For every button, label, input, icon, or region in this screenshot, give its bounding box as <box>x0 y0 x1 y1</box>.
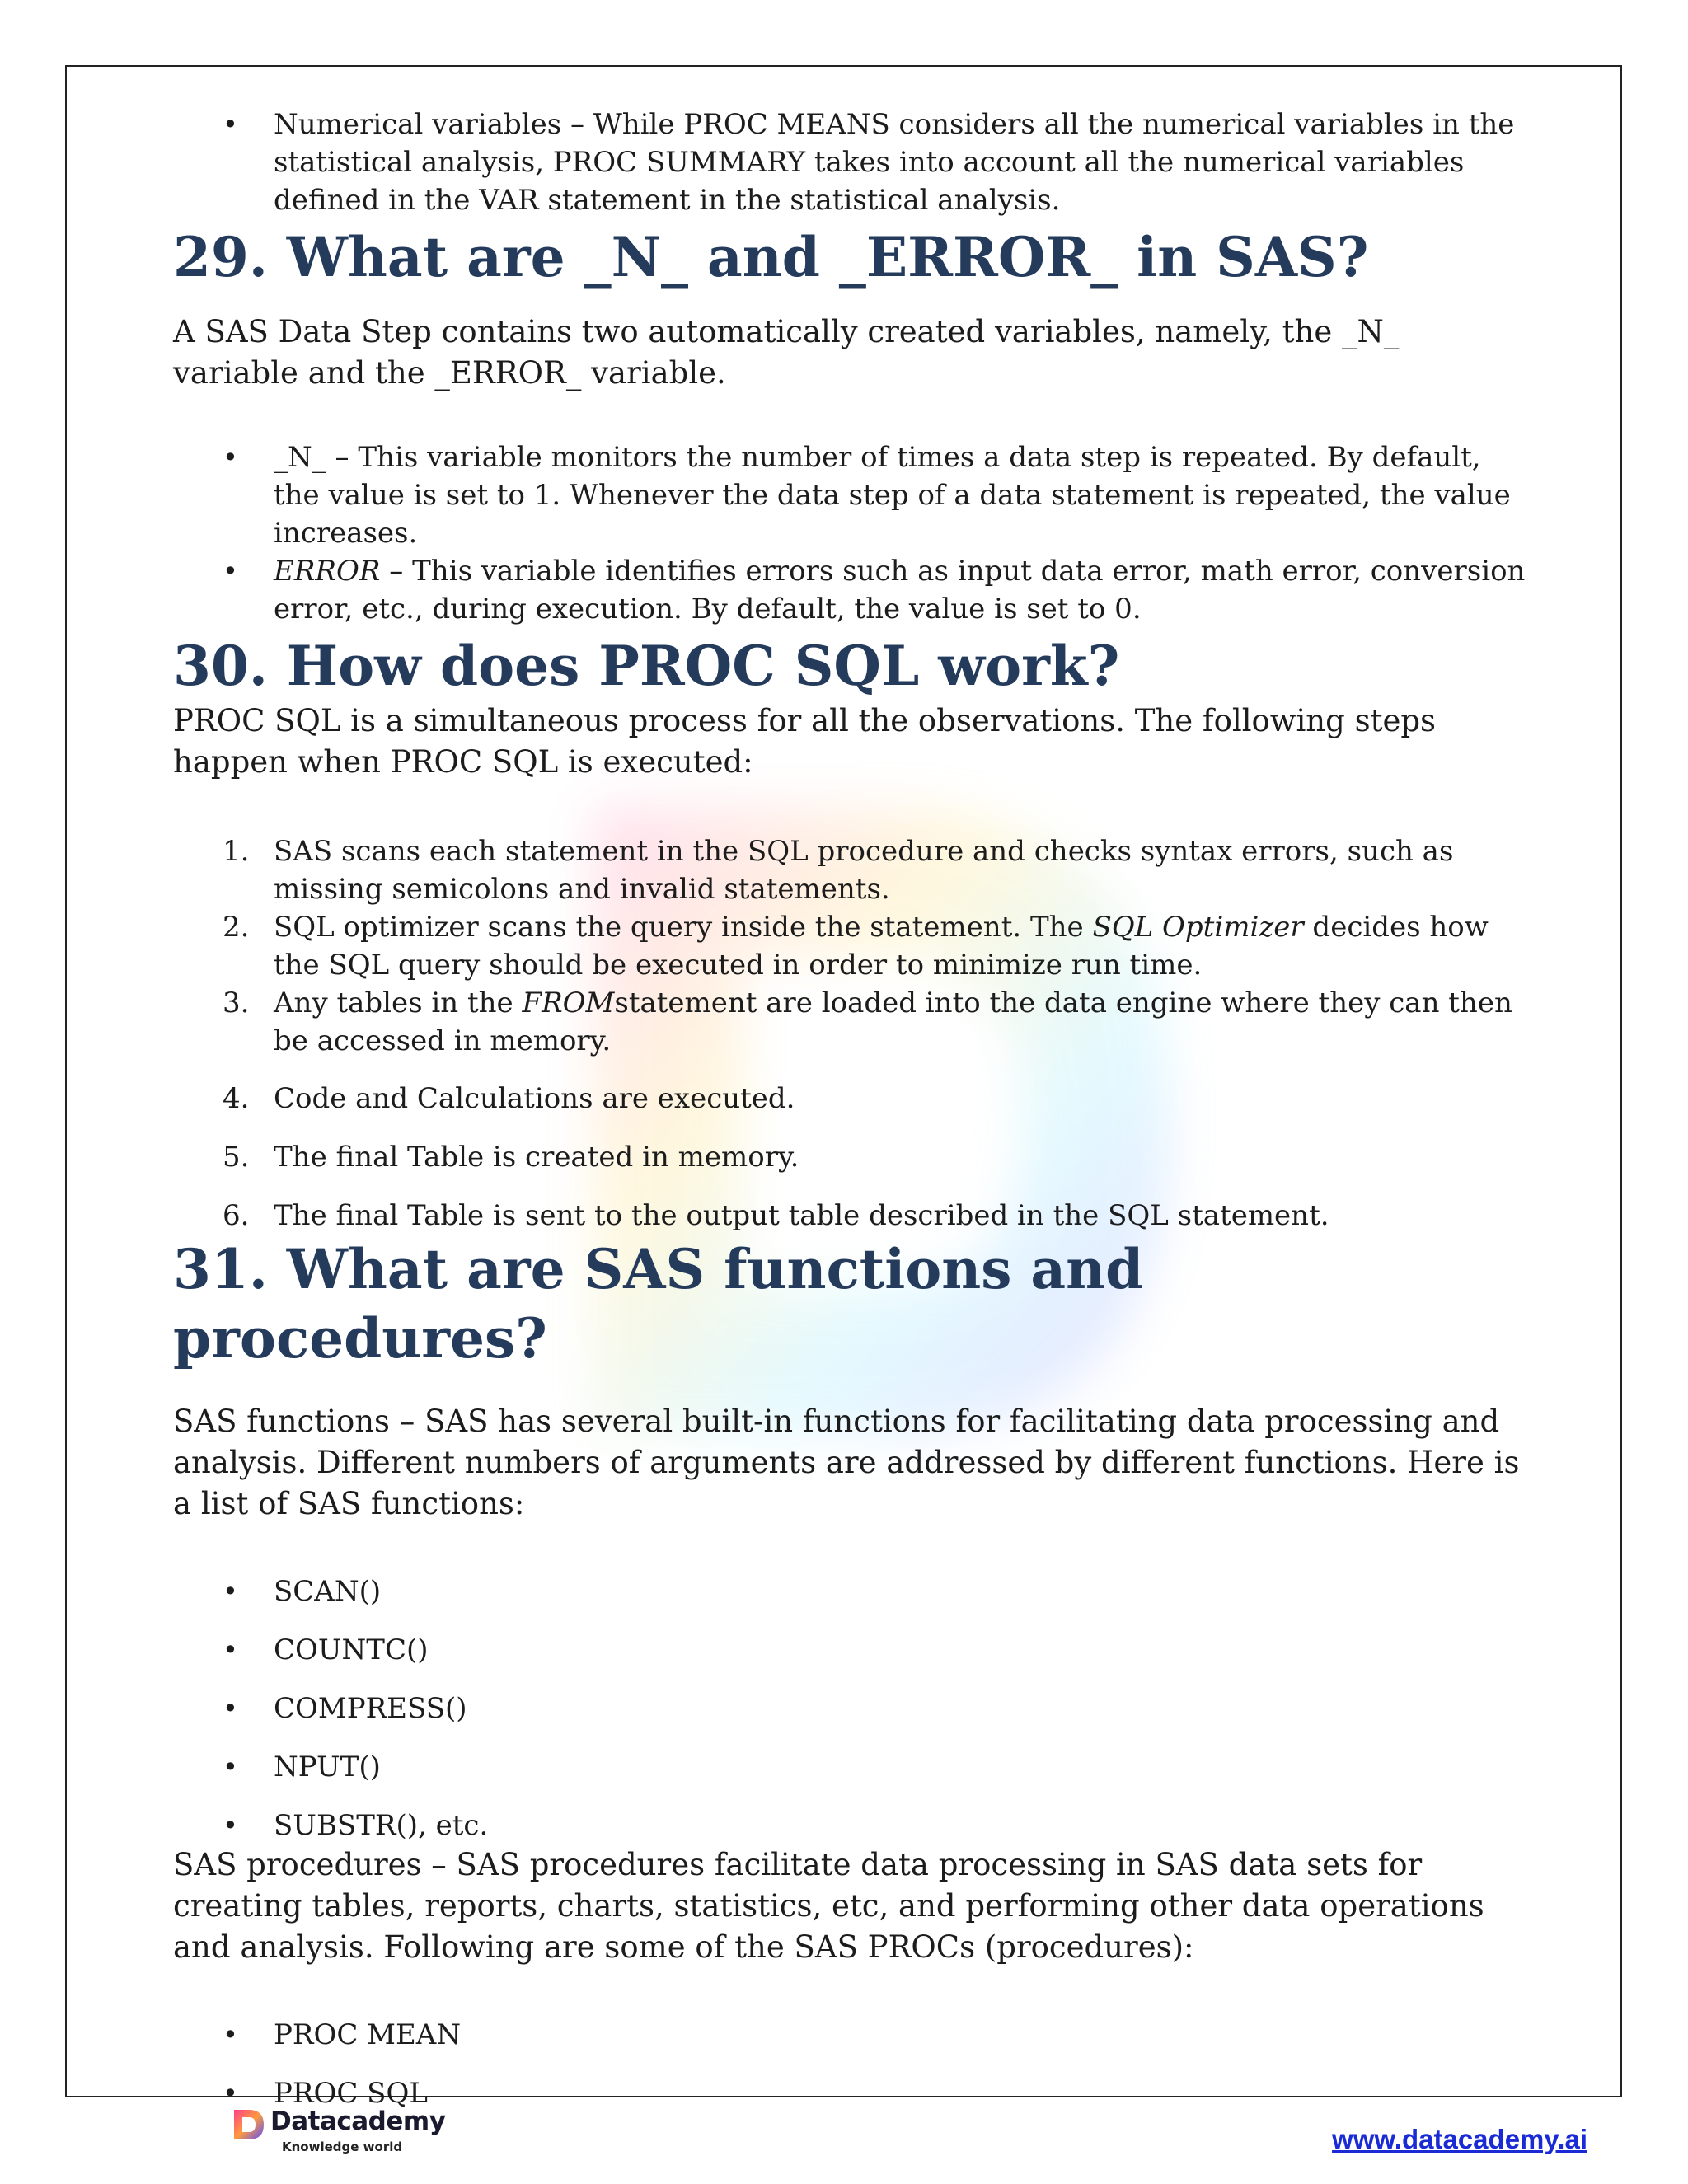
list-item <box>173 552 1533 628</box>
section-heading-31: 31. What are SAS functions and procedures? <box>173 1237 1144 1371</box>
list-item <box>173 908 1533 984</box>
datacademy-logo <box>229 2103 446 2161</box>
step-number: 6. <box>223 1199 250 1232</box>
document-content <box>173 97 1533 2112</box>
step-text-emphasis: FROM <box>522 987 615 1019</box>
step-text-post: statement are loaded into the data engine where they can then be accessed in memory. <box>274 987 1512 1057</box>
step-text-post: decides how the SQL query should be executed in order to minimize run time. <box>274 911 1489 982</box>
step-text-pre: Any tables in the <box>274 987 523 1019</box>
list-item <box>173 1138 1533 1176</box>
procedures-list <box>173 2016 1533 2112</box>
list-item <box>173 438 1533 552</box>
step-number: 1. <box>223 835 250 868</box>
step-text-emphasis: SQL Optimizer <box>1092 911 1304 944</box>
q29-bullet-list <box>173 438 1533 628</box>
paragraph-q29-intro: A SAS Data Step contains two automatically created variables, namely, the _N_ variable and the _ERROR_ variable. <box>173 314 1400 391</box>
paragraph-q30-intro: PROC SQL is a simultaneous process for all the observations. The following steps happen when PROC SQL is executed: <box>173 703 1437 780</box>
list-item: • SUBSTR(), etc. <box>173 1807 1533 1844</box>
step-number: 4. <box>223 1082 250 1115</box>
step-text-pre: SQL optimizer scans the query inside the statement. The <box>274 911 1093 944</box>
paragraph-functions-intro: SAS functions – SAS has several built-in functions for facilitating data processing and analysis. Different numbers of arguments are addressed by different functions. Here is a list of SAS functions: <box>173 1404 1520 1521</box>
step-number: 5. <box>223 1141 250 1174</box>
logo-tagline: Knowledge world <box>282 2139 403 2154</box>
step-number: 2. <box>223 911 250 944</box>
list-item: • PROC SQL <box>173 2074 1533 2112</box>
list-item: • COUNTC() <box>173 1631 1533 1669</box>
section-heading-29: 29. What are _N_ and _ERROR_ in SAS? <box>173 225 1369 289</box>
logo-name: Datacademy <box>270 2107 446 2136</box>
list-item: • SCAN() <box>173 1572 1533 1610</box>
step-text: SAS scans each statement in the SQL procedure and checks syntax errors, such as missing semicolons and invalid statements. <box>274 835 1454 906</box>
list-item <box>173 1080 1533 1118</box>
term-n: _N_ <box>274 441 326 474</box>
list-item: • COMPRESS() <box>173 1690 1533 1727</box>
list-item: • PROC MEAN <box>173 2016 1533 2054</box>
term-n-desc: – This variable monitors the number of times a data step is repeated. By default, the value is set to 1. Whenever the data step of a data statement is repeated, the value increases. <box>274 441 1511 550</box>
website-link[interactable]: www.datacademy.ai <box>1332 2124 1587 2154</box>
step-text: Code and Calculations are executed. <box>274 1082 795 1115</box>
step-text: The final Table is created in memory. <box>274 1141 799 1174</box>
datacademy-logo-icon <box>231 2107 267 2143</box>
term-error-desc: – This variable identifies errors such as input data error, math error, conversion error, etc., during execution. By default, the value is set to 0. <box>274 555 1526 626</box>
list-item <box>173 1197 1533 1235</box>
paragraph-procedures-intro: SAS procedures – SAS procedures facilitate data processing in SAS data sets for creating tables, reports, charts, statistics, etc, and performing other data operations and analysis. Following are some of the SAS PROCs (procedures): <box>173 1847 1484 1965</box>
step-text: The final Table is sent to the output table described in the SQL statement. <box>274 1199 1329 1232</box>
list-item: • NPUT() <box>173 1748 1533 1786</box>
step-number: 3. <box>223 987 250 1019</box>
list-item <box>173 832 1533 908</box>
list-item: • Numerical variables – While PROC MEANS considers all the numerical variables in the statistical analysis, PROC SUMMARY takes into account all the numerical variables defined in the VAR statement in the statistical analysis. <box>173 105 1533 219</box>
intro-bullet-list <box>173 105 1533 219</box>
section-heading-30: 30. How does PROC SQL work? <box>173 634 1120 698</box>
functions-list <box>173 1572 1533 1844</box>
q30-steps-list <box>173 832 1533 1235</box>
list-item <box>173 984 1533 1060</box>
term-error: ERROR <box>274 555 381 588</box>
